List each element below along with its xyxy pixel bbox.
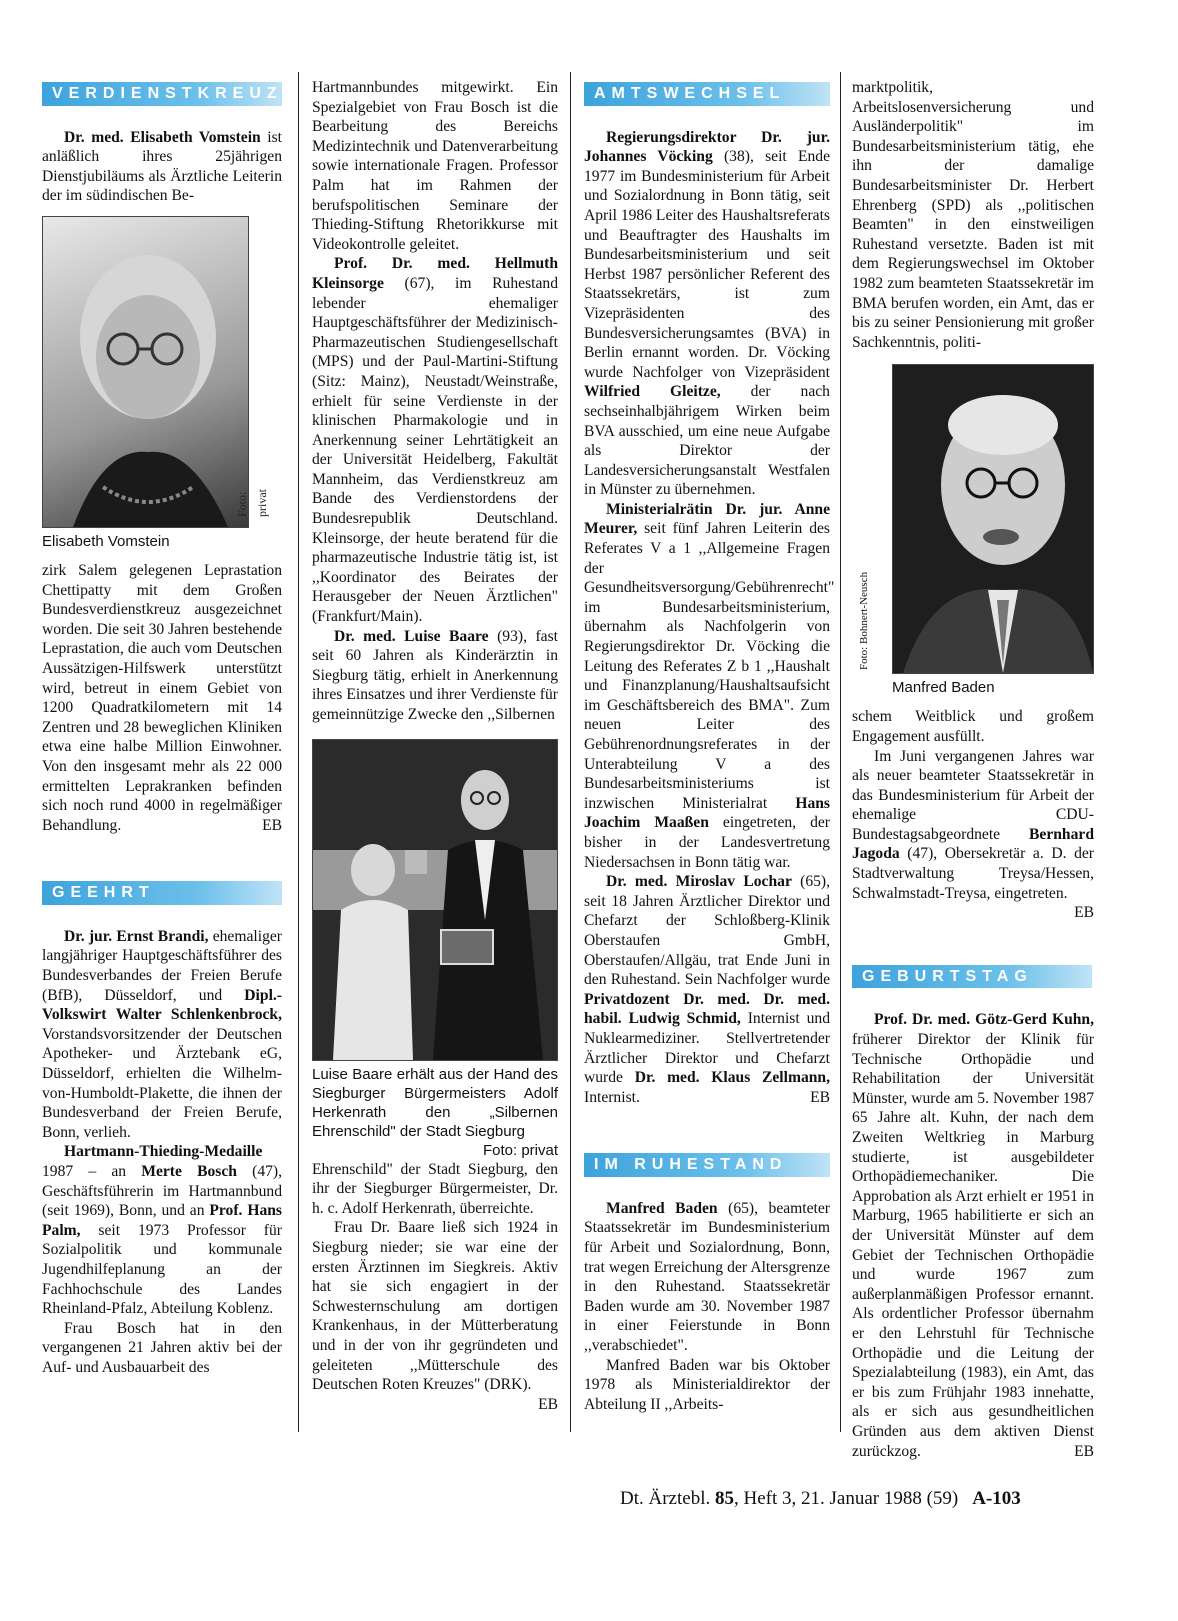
article-text: seit 1973 Professor für Sozialpolitik und kommunale Jugendhilfeplanung an der Fachhochschule des Landes Rheinland-Pfalz, Abteilung Koblenz. bbox=[42, 1221, 282, 1318]
article-text: Vorstandsvorsitzender der Deutschen Apotheker- und Ärztebank eG, Düsseldorf, erhielten die Wilhelm-von-Humboldt-Plakette, die ihnen der Bundesverband der Freien Berufe, Bonn, verlieh. bbox=[42, 1025, 282, 1141]
column-3 bbox=[584, 78, 835, 1414]
column-4 bbox=[852, 78, 1094, 1461]
person-name: Prof. Dr. med. Hellmuth Kleinsorge bbox=[312, 255, 558, 292]
person-name: Ministerialrätin Dr. jur. Anne Meurer, bbox=[584, 500, 830, 538]
article-text: (47), Obersekretär a. D. der Stadtverwaltung Treysa/Hessen, Schwalmstadt-Treysa, eingetreten. bbox=[852, 845, 1094, 902]
person-name: Dipl.-Volkswirt Walter Schlenkenbrock, bbox=[42, 986, 282, 1024]
photo-elisabeth-vomstein bbox=[42, 216, 269, 528]
person-name: Dr. jur. Ernst Brandi, bbox=[64, 927, 209, 945]
article-text: 1987 – an bbox=[42, 1163, 142, 1180]
person-name: Bernhard Jagoda bbox=[852, 825, 1094, 863]
article-text: Manfred Baden war bis Oktober 1978 als Ministerialdirektor der Abteilung II ,,Arbeits- bbox=[584, 1356, 830, 1413]
article-text: (67), im Ruhestand lebender ehemaliger Hauptgeschäftsführer der Medizinisch-Pharmazeutischen Studiengesellschaft (MPS) und der Paul-Martini-Stiftung (Sitz: Mainz), Neustadt/Weinstraße, erhielt für seine Verdienste in der klinischen Pharmakologie und in Anerkennung seiner Lehrtätigkeit an der Universität Heidelberg, Fakultät Mannheim, das Verdienstkreuz am Bande des Verdienstordens der Bundesrepublik Deutschland. Kleinsorge, der heute beratend für die pharmazeutische Industrie tätig ist, ist ,,Koordinator des Beirates der Herausgeber der Neuen Ärztlichen" (Frankfurt/Main). bbox=[312, 274, 558, 626]
photo-credit: Foto: privat bbox=[482, 1141, 558, 1159]
award-photo-image bbox=[313, 740, 557, 1060]
article-text: Frau Bosch hat in den vergangenen 21 Jahren aktiv bei der Auf- und Ausbauarbeit des bbox=[42, 1319, 282, 1376]
column-rule bbox=[298, 72, 299, 1432]
article-text: Hartmannbundes mitgewirkt. Ein Spezialgebiet von Frau Bosch ist die Bearbeitung des Bereichs Medizintechnik und Datenverarbeitung sowie internationale Fragen. Professor Palm hat im Rahmen der berufspolitischen Seminare der Thieding-Stiftung Rhetorikkurse mit Videokontrolle geleitet. bbox=[312, 79, 558, 253]
section-header-amtswechsel: AMTSWECHSEL bbox=[584, 82, 830, 106]
article-text: früherer Direktor der Klinik für Technische Orthopädie und Rehabilitation der Universität Münster, wurde am 5. November 1987 65 Jahre alt. Kuhn, der nach dem Zweiten Weltkrieg in Marburg studierte, ist ausgebildeter Orthopädiemechaniker. Die Approbation als Arzt erhielt er 1951 in Marburg, 1965 habilitierte er sich an der Universität Münster auf dem Gebiet der Technischen Orthopädie und wurde 1967 zum außerplanmäßigen Professor ernannt. Als ordentlicher Professor übernahm er den Lehrstuhl für Technische Orthopädie und die Leitung der Spezialabteilung (1983), ein Amt, das er bis zum Frühjahr 1983 innehatte, als er sich aus gesundheitlichen Gründen aus dem aktiven Dienst zurückzog. bbox=[852, 1031, 1094, 1460]
section-header-geehrt: GEEHRT bbox=[42, 881, 282, 905]
person-name: Prof. Hans Palm, bbox=[42, 1202, 283, 1239]
person-name: Dr. med. Elisabeth Vomstein bbox=[64, 128, 261, 146]
column-1 bbox=[42, 78, 282, 1378]
column-rule bbox=[570, 72, 571, 1432]
article-text: Frau Dr. Baare ließ sich 1924 in Siegburg nieder; sie war eine der ersten Ärztinnen im Siegkreis. Aktiv hat sie sich engagiert in der Schwesternschulung am dortigen Krankenhaus, in der Mütterberatung und in der von ihr gegründeten und geleiteten ,,Mütterschule des Deutschen Roten Kreuzes" (DRK). bbox=[312, 1219, 558, 1394]
person-name: Manfred Baden bbox=[606, 1199, 718, 1217]
award-name: Hartmann-Thieding-Medaille bbox=[64, 1143, 263, 1161]
photo-credit: Foto: Bohnert-Neusch bbox=[858, 572, 870, 671]
section-header-verdienstkreuz: VERDIENSTKREUZ bbox=[42, 82, 282, 106]
photo-caption: Luise Baare erhält aus der Hand des Siegburger Bürgermeisters Adolf Herkenrath den „Silbernen Ehrenschild" der Stadt Siegburg bbox=[312, 1065, 558, 1140]
article-text: (47), Geschäftsführerin im Hartmannbund (seit 1969), Bonn, und an bbox=[42, 1163, 283, 1220]
author-initials: EB bbox=[810, 1088, 830, 1106]
person-name: Merte Bosch bbox=[141, 1163, 237, 1180]
article-text: marktpolitik, Arbeitslosenversicherung und Ausländerpolitik" im Bundesarbeitsministerium tätig, ehe ihn der damalige Bundesarbeitsminister Dr. Herbert Ehrenberg (SPD) als ,,politischen Beamten" in den einstweiligen Ruhestand versetzte. Baden ist mit dem Regierungswechsel im Oktober 1982 zum beamteten Staatssekretär im BMA berufen worden, ein Amt, das er bis zu seiner Pensionierung mit großer Sachkenntnis, politi- bbox=[852, 79, 1094, 351]
column-rule bbox=[840, 72, 841, 1432]
column-2 bbox=[312, 78, 558, 1414]
person-name: Hans Joachim Maaßen bbox=[584, 794, 830, 832]
article-text: zirk Salem gelegenen Leprastation Chettipatty mit dem Großen Bundesverdienstkreuz ausgezeichnet worden. Die seit 30 Jahren bestehende Leprastation, die auch vom Deutschen Aussätzigen-Hilfswerk unterstützt wird, betreut in einem Gebiet von 1200 Quadratkilometern mit 14 Zentren und 28 beweglichen Kliniken etwa eine halbe Million Einwohner. Von den insgesamt mehr als 22 000 ermittelten Leprakranken befinden sich noch rund 4000 in regelmäßiger Behandlung. bbox=[42, 561, 282, 834]
article-text: Ehrenschild" der Stadt Siegburg, den ihr der Siegburger Bürgermeister, Dr. h. c. Adolf Herkenrath, überreichte. bbox=[312, 1160, 558, 1217]
portrait-image bbox=[43, 217, 248, 527]
photo-credit: Foto: privat bbox=[235, 488, 269, 517]
person-name: Dr. med. Luise Baare bbox=[334, 627, 489, 645]
photo-luise-baare bbox=[312, 739, 558, 1061]
article-text: Im Juni vergangenen Jahres war als neuer beamteter Staatssekretär in das Bundesministerium für Arbeit der ehemalige CDU-Bundestagsabgeordnete bbox=[852, 747, 1094, 843]
photo-caption: Elisabeth Vomstein bbox=[42, 532, 170, 550]
author-initials: EB bbox=[1074, 1442, 1094, 1460]
person-name: Privatdozent Dr. med. Dr. med. habil. Ludwig Schmid, bbox=[584, 990, 830, 1028]
article-text: ehemaliger langjähriger Hauptgeschäftsführer des Bundesverbandes der Freien Berufe (BfB), Düsseldorf, und bbox=[42, 927, 282, 1004]
article-text: Internist. bbox=[584, 1088, 640, 1106]
photo-manfred-baden bbox=[858, 364, 1094, 674]
portrait-image bbox=[893, 365, 1093, 673]
article-text: (38), seit Ende 1977 im Bundesministerium für Arbeit und Sozialordnung in Bonn tätig, seit April 1986 Leiter des Haushaltsreferats und Beauftragter des Haushalts im Bundesarbeitsministerium und seit Herbst 1987 persönlicher Referent des Staatssekretärs, ist zum Vizepräsidenten des Bundesversicherungsamtes (BVA) in Berlin ernannt worden. Dr. Vöcking wurde Nachfolger von Vizepräsident bbox=[584, 148, 830, 381]
article-text: (93), fast seit 60 Jahren als Kinderärztin in Siegburg tätig, erhielt in Anerkennung ihres Einsatzes und ihrer Verdienste für gemeinnützige Zwecke den ,,Silbernen bbox=[312, 627, 558, 723]
article-text: schem Weitblick und großem Engagement ausfüllt. bbox=[852, 708, 1094, 745]
photo-caption: Manfred Baden bbox=[892, 679, 995, 697]
author-initials: EB bbox=[1074, 904, 1094, 922]
author-initials: EB bbox=[262, 816, 282, 834]
person-name: Regierungsdirektor Dr. jur. Johannes Vöcking bbox=[584, 128, 830, 166]
person-name: Wilfried Gleitze, bbox=[584, 383, 721, 401]
section-header-geburtstag: GEBURTSTAG bbox=[852, 965, 1092, 989]
page-footer bbox=[620, 1488, 1021, 1510]
article-text: (65), seit 18 Jahren Ärztlicher Direktor und Chefarzt der Schloßberg-Klinik Oberstaufen GmbH, Oberstaufen/Allgäu, trat Ende Juni in den Ruhestand. Sein Nachfolger wurde bbox=[584, 873, 830, 989]
journal-volume: 85 bbox=[714, 1488, 734, 1509]
article-text: seit fünf Jahren Leiterin des Referates V a 1 ,,Allgemeine Fragen der Gesundheitsversorgung/Gebührenrecht" im Bundesarbeitsministerium, übernahm als Nachfolgerin von Regierungsdirektor Dr. Vöcking die Leitung des Referates Z b 1 ,,Haushalt und Finanzplanung/Haushaltsaufsicht im Geschäftsbereich des BMA". Zum neuen Leiter des Gebührenordnungsreferates in der Unterabteilung V a des Bundesarbeitsministeriums ist inzwischen Ministerialrat bbox=[584, 520, 835, 812]
page-number: A-103 bbox=[972, 1488, 1021, 1509]
section-header-im-ruhestand: IM RUHESTAND bbox=[584, 1153, 830, 1177]
journal-issue: , Heft 3, 21. Januar 1988 (59) bbox=[733, 1488, 959, 1509]
article-text: (65), beamteter Staatssekretär im Bundesministerium für Arbeit und Sozialordnung, Bonn, trat wegen Erreichung der Altersgrenze in den Ruhestand. Staatssekretär Baden wurde am 30. November 1987 in einer Feierstunde in Bonn ,,verabschiedet". bbox=[584, 1199, 830, 1355]
article-text: der nach sechseinhalbjährigem Wirken beim BVA ausschied, um eine neue Aufgabe als Direktor der Landesversicherungsanstalt Westfalen in Münster zu übernehmen. bbox=[584, 383, 830, 499]
article-text: ist anläßlich ihres 25jährigen Dienstjubiläums als Ärztliche Leiterin der im südindischen Be- bbox=[42, 128, 282, 205]
journal-citation: Dt. Ärztebl. bbox=[620, 1488, 715, 1509]
article-text: eingetreten, der bisher in der Landesvertretung Niedersachsen in Bonn tätig war. bbox=[584, 814, 830, 871]
person-name: Dr. med. Miroslav Lochar bbox=[606, 873, 792, 891]
article-text: Internist und Nuklearmediziner. Stellvertretender Ärztlicher Direktor und Chefarzt wurde bbox=[584, 1010, 830, 1087]
person-name: Dr. med. Klaus Zellmann, bbox=[634, 1069, 831, 1087]
person-name: Prof. Dr. med. Götz-Gerd Kuhn, bbox=[874, 1011, 1094, 1029]
author-initials: EB bbox=[538, 1395, 558, 1413]
